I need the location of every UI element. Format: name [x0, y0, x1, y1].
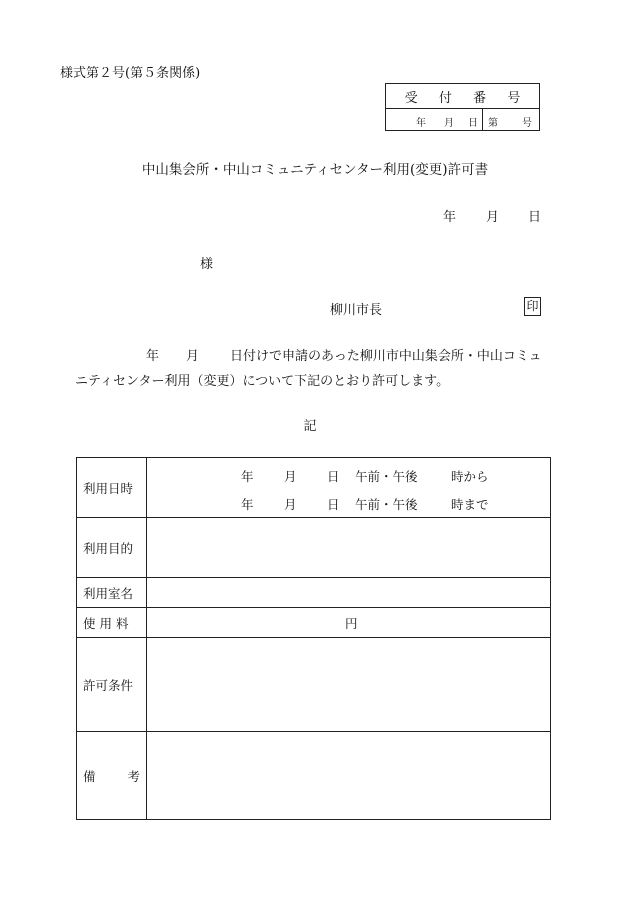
- table-row: [77, 578, 551, 608]
- usage-datetime-cell: [147, 458, 551, 518]
- receipt-date: [386, 109, 483, 131]
- issue-year: 年: [443, 210, 457, 225]
- receipt-dai: 第: [488, 118, 498, 129]
- to-day: 日: [327, 496, 340, 512]
- from-ampm: 午前・午後: [355, 468, 418, 484]
- body-month: 月: [186, 349, 200, 364]
- remarks-label-char: 備: [83, 768, 96, 784]
- to-month: 月: [284, 496, 297, 512]
- usage-purpose-label: 利用目的: [77, 518, 147, 578]
- from-month: 月: [284, 468, 297, 484]
- datetime-from: [147, 460, 550, 488]
- to-year: 年: [241, 496, 254, 512]
- form-number: 様式第２号(第５条関係): [60, 66, 201, 81]
- table-row: [77, 518, 551, 578]
- to-time: 時まで: [451, 496, 489, 512]
- seal-mark: 印: [524, 297, 541, 316]
- receipt-title-char: 受: [404, 90, 418, 106]
- receipt-year: 年: [416, 118, 426, 129]
- to-ampm: 午前・午後: [355, 496, 418, 512]
- receipt-title-char: 付: [438, 90, 452, 106]
- receipt-month: 月: [444, 118, 454, 129]
- usage-purpose-cell: [147, 518, 551, 578]
- receipt-title-char: 号: [507, 90, 521, 106]
- table-row: [77, 732, 551, 820]
- receipt-box: [385, 83, 540, 131]
- remarks-label: [77, 732, 147, 820]
- datetime-to: [147, 488, 550, 516]
- body-text-line1: 日付けで申請のあった柳川市中山集会所・中山コミュ: [230, 349, 542, 364]
- mayor-name: 柳川市長: [330, 303, 383, 318]
- usage-fee-cell: [147, 608, 551, 638]
- usage-datetime-label: 利用日時: [77, 458, 147, 518]
- permit-conditions-label: 許可条件: [77, 638, 147, 732]
- receipt-title: [386, 84, 539, 109]
- table-row: [77, 608, 551, 638]
- from-year: 年: [241, 468, 254, 484]
- receipt-go: 号: [522, 118, 532, 129]
- remarks-cell: [147, 732, 551, 820]
- room-name-cell: [147, 578, 551, 608]
- receipt-number: [482, 109, 539, 131]
- remarks-label-char: 考: [127, 768, 141, 784]
- receipt-title-char: 番: [473, 90, 487, 106]
- usage-fee-label: 使 用 料: [77, 608, 147, 638]
- body-year: 年: [146, 349, 160, 364]
- receipt-day: 日: [468, 118, 478, 129]
- table-row: [77, 638, 551, 732]
- issue-month: 月: [486, 210, 500, 225]
- fee-unit: 円: [345, 615, 358, 631]
- document-title: 中山集会所・中山コミュニティセンター利用(変更)許可書: [141, 162, 489, 178]
- body-text-line2: ニティセンター利用（変更）について下記のとおり許可します。: [75, 374, 450, 389]
- ki-heading: 記: [303, 419, 317, 434]
- table-row: [77, 458, 551, 518]
- room-name-label: 利用室名: [77, 578, 147, 608]
- addressee-suffix: 様: [200, 257, 214, 272]
- issue-day: 日: [528, 210, 542, 225]
- permit-table: [76, 457, 551, 820]
- from-time: 時から: [451, 468, 489, 484]
- permit-conditions-cell: [147, 638, 551, 732]
- from-day: 日: [327, 468, 340, 484]
